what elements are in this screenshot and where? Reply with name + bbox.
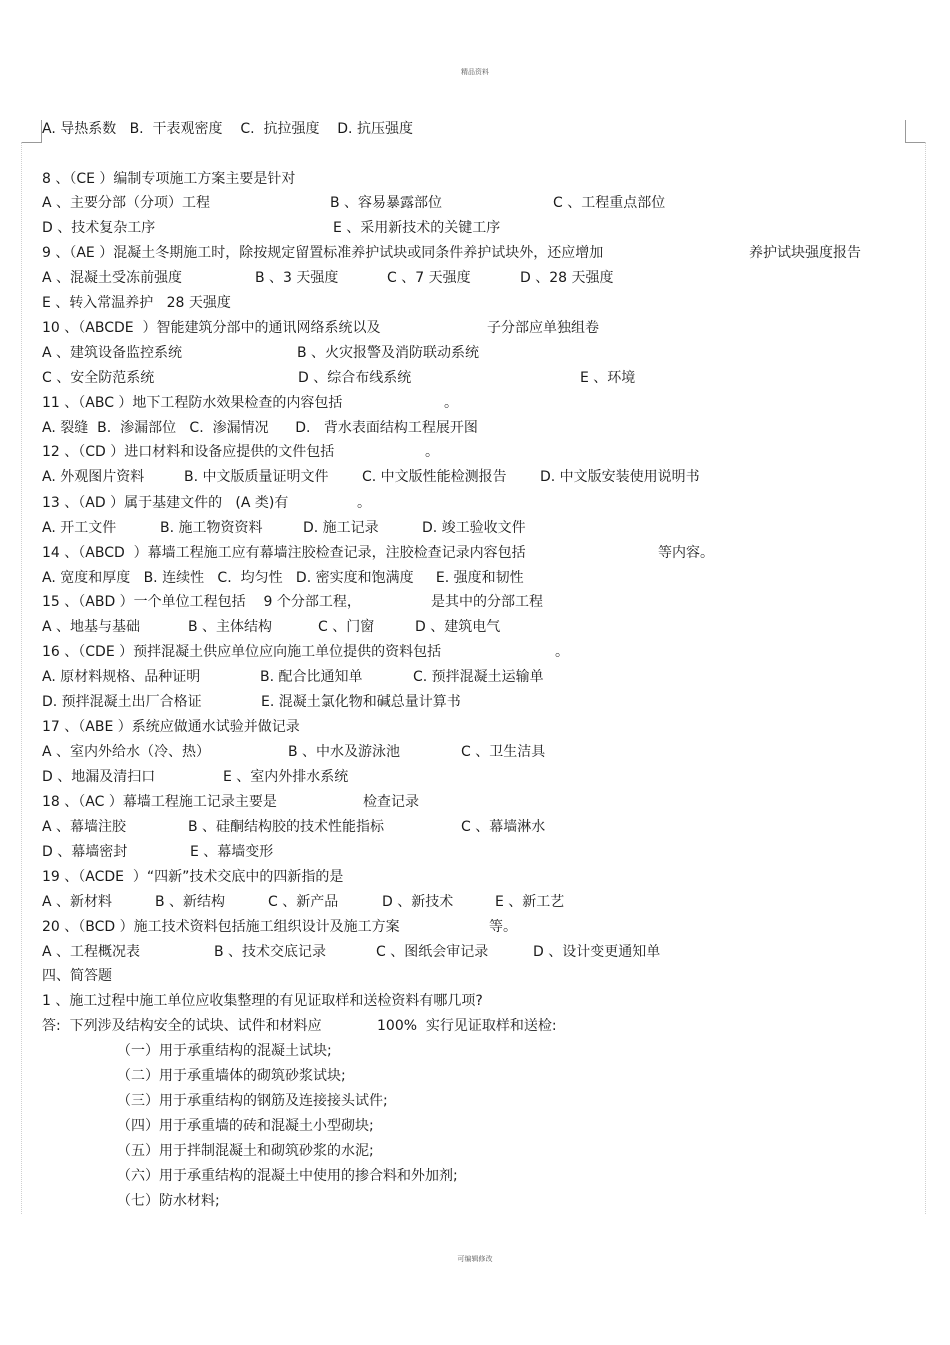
text-line	[0, 692, 950, 712]
text-segment: B 、火灾报警及消防联动系统	[297, 345, 480, 361]
text-line	[0, 193, 950, 213]
page-footer: 可编辑修改	[457, 1255, 493, 1263]
text-line	[0, 742, 950, 762]
text-segment: B 、主体结构	[188, 619, 273, 635]
text-segment: 四、简答题	[42, 968, 112, 984]
text-line	[0, 243, 950, 263]
text-segment: 等。	[489, 919, 517, 935]
text-line	[0, 268, 950, 288]
text-line	[0, 1041, 950, 1061]
text-segment: E 、新工艺	[495, 894, 565, 910]
text-line	[0, 792, 950, 812]
text-line	[0, 368, 950, 388]
text-segment: A. 导热系数 B. 干表观密度 C. 抗拉强度 D. 抗压强度	[42, 121, 413, 137]
text-segment: 答: 下列涉及结构安全的试块、试件和材料应	[42, 1018, 322, 1034]
text-line	[0, 518, 950, 538]
text-line	[0, 169, 950, 189]
text-line	[0, 942, 950, 962]
text-segment: 10 、（ABCDE ）智能建筑分部中的通讯网络系统以及	[42, 320, 381, 336]
text-segment: B 、3 天强度	[255, 270, 339, 286]
text-segment: 8 、（CE ）编制专项施工方案主要是针对	[42, 171, 296, 187]
text-line	[0, 592, 950, 612]
text-segment: E 、采用新技术的关键工序	[333, 220, 501, 236]
text-segment: 检查记录	[363, 794, 419, 810]
text-line	[0, 842, 950, 862]
text-segment: 13 、（AD ）属于基建文件的 (A 类)有	[42, 495, 289, 511]
text-line	[0, 1016, 950, 1036]
text-segment: C 、新产品	[268, 894, 339, 910]
text-segment: D 、新技术	[382, 894, 454, 910]
text-segment: E 、室内外排水系统	[223, 769, 349, 785]
text-segment: D. 竣工验收文件	[422, 520, 526, 536]
text-segment: 15 、（ABD ）一个单位工程包括 9 个分部工程，	[42, 594, 361, 610]
text-line	[0, 717, 950, 737]
text-segment: B. 施工物资资料	[160, 520, 263, 536]
text-line	[0, 767, 950, 787]
text-line	[0, 1116, 950, 1136]
text-segment: 11 、（ABC ）地下工程防水效果检查的内容包括	[42, 395, 343, 411]
text-segment: B. 配合比通知单	[260, 669, 363, 685]
text-line	[0, 568, 950, 588]
text-line	[0, 418, 950, 438]
text-segment: A 、幕墙注胶	[42, 819, 127, 835]
text-line	[0, 493, 950, 513]
text-segment: C. 预拌混凝土运输单	[413, 669, 544, 685]
text-line	[0, 393, 950, 413]
text-segment: D 、设计变更通知单	[533, 944, 661, 960]
text-segment: C 、工程重点部位	[553, 195, 666, 211]
text-segment: B 、中水及游泳池	[288, 744, 401, 760]
text-line	[0, 1191, 950, 1211]
text-segment: D. 预拌混凝土出厂合格证	[42, 694, 202, 710]
text-segment: 19 、（ACDE ）“四新”技术交底中的四新指的是	[42, 869, 344, 885]
text-segment: （六）用于承重结构的混凝土中使用的掺合料和外加剂;	[117, 1168, 458, 1184]
text-line	[0, 991, 950, 1011]
text-segment: 12 、（CD ）进口材料和设备应提供的文件包括	[42, 444, 335, 460]
text-segment: E 、转入常温养护 28 天强度	[42, 295, 231, 311]
text-segment: 9 、（AE ）混凝土冬期施工时，除按规定留置标准养护试块或同条件养护试块外，还应增加	[42, 245, 604, 261]
text-line	[0, 867, 950, 887]
text-line	[0, 667, 950, 687]
text-segment: 20 、（BCD ）施工技术资料包括施工组织设计及施工方案	[42, 919, 400, 935]
text-segment: A. 原材料规格、品种证明	[42, 669, 201, 685]
text-line	[0, 817, 950, 837]
text-segment: （四）用于承重墙的砖和混凝土小型砌块;	[117, 1118, 374, 1134]
text-line	[0, 917, 950, 937]
text-segment: 是其中的分部工程	[431, 594, 543, 610]
text-segment: A 、建筑设备监控系统	[42, 345, 183, 361]
text-segment: E. 混凝土氯化物和碱总量计算书	[261, 694, 461, 710]
text-segment: D. 施工记录	[303, 520, 379, 536]
text-segment: B 、新结构	[155, 894, 226, 910]
text-segment: 17 、（ABE ）系统应做通水试验并做记录	[42, 719, 300, 735]
text-segment: A 、混凝土受冻前强度	[42, 270, 183, 286]
text-segment: A 、工程概况表	[42, 944, 141, 960]
text-segment: 16 、（CDE ）预拌混凝土供应单位应向施工单位提供的资料包括	[42, 644, 442, 660]
page-header: 精品资料	[461, 68, 489, 76]
text-segment: A 、新材料	[42, 894, 113, 910]
text-segment: D 、28 天强度	[520, 270, 614, 286]
text-segment: D 、建筑电气	[415, 619, 501, 635]
text-line	[0, 293, 950, 313]
text-segment: A. 宽度和厚度 B. 连续性 C. 均匀性 D. 密实度和饱满度 E. 强度和韧性	[42, 570, 524, 586]
text-line	[0, 1066, 950, 1086]
text-segment: 1 、施工过程中施工单位应收集整理的有见证取样和送检资料有哪几项?	[42, 993, 483, 1009]
text-segment: 。	[555, 644, 569, 660]
text-segment: 等内容。	[658, 545, 714, 561]
text-segment: 。	[357, 495, 371, 511]
text-segment: A. 开工文件	[42, 520, 117, 536]
text-segment: C 、安全防范系统	[42, 370, 155, 386]
text-segment: B. 中文版质量证明文件	[184, 469, 329, 485]
text-segment: E 、环境	[580, 370, 636, 386]
text-segment: C 、卫生洁具	[461, 744, 546, 760]
text-segment: B 、容易暴露部位	[330, 195, 443, 211]
text-line	[0, 642, 950, 662]
text-segment: C 、图纸会审记录	[376, 944, 489, 960]
text-segment: A. 裂缝 B. 渗漏部位 C. 渗漏情况 D. 背水表面结构工程展开图	[42, 420, 478, 436]
text-segment: B 、技术交底记录	[214, 944, 327, 960]
text-segment: C 、门窗	[318, 619, 375, 635]
text-line	[0, 966, 950, 986]
text-line	[0, 1091, 950, 1111]
text-line	[0, 343, 950, 363]
text-segment: D 、综合布线系统	[298, 370, 412, 386]
text-segment: 18 、（AC ）幕墙工程施工记录主要是	[42, 794, 277, 810]
text-line	[0, 617, 950, 637]
text-segment: （七）防水材料;	[117, 1193, 220, 1209]
text-segment: （二）用于承重墙体的砌筑砂浆试块;	[117, 1068, 346, 1084]
text-segment: 14 、（ABCD ）幕墙工程施工应有幕墙注胶检查记录，注胶检查记录内容包括	[42, 545, 526, 561]
text-segment: A. 外观图片资料	[42, 469, 145, 485]
text-segment: D 、技术复杂工序	[42, 220, 156, 236]
text-segment: 。	[444, 395, 458, 411]
text-segment: C. 中文版性能检测报告	[362, 469, 507, 485]
text-segment: E 、幕墙变形	[190, 844, 274, 860]
text-line	[0, 318, 950, 338]
text-segment: （五）用于拌制混凝土和砌筑砂浆的水泥;	[117, 1143, 374, 1159]
text-segment: C 、7 天强度	[387, 270, 471, 286]
text-line	[0, 1141, 950, 1161]
text-segment: C 、幕墙淋水	[461, 819, 546, 835]
text-segment: D 、地漏及清扫口	[42, 769, 156, 785]
text-segment: A 、室内外给水（冷、热）	[42, 744, 211, 760]
text-segment: D 、幕墙密封	[42, 844, 128, 860]
text-segment: 100% 实行见证取样和送检:	[377, 1018, 557, 1034]
text-line	[0, 218, 950, 238]
text-segment: 子分部应单独组卷	[487, 320, 599, 336]
text-line	[0, 119, 950, 139]
text-segment: B 、硅酮结构胶的技术性能指标	[188, 819, 385, 835]
text-segment: （一）用于承重结构的混凝土试块;	[117, 1043, 332, 1059]
text-segment: （三）用于承重结构的钢筋及连接接头试件;	[117, 1093, 388, 1109]
text-segment: A 、主要分部（分项）工程	[42, 195, 211, 211]
text-line	[0, 543, 950, 563]
text-segment: D. 中文版安装使用说明书	[540, 469, 700, 485]
text-segment: 。	[425, 444, 439, 460]
text-line	[0, 442, 950, 462]
text-segment: A 、地基与基础	[42, 619, 141, 635]
text-segment: 养护试块强度报告	[749, 245, 861, 261]
text-line	[0, 892, 950, 912]
text-line	[0, 467, 950, 487]
text-line	[0, 1166, 950, 1186]
